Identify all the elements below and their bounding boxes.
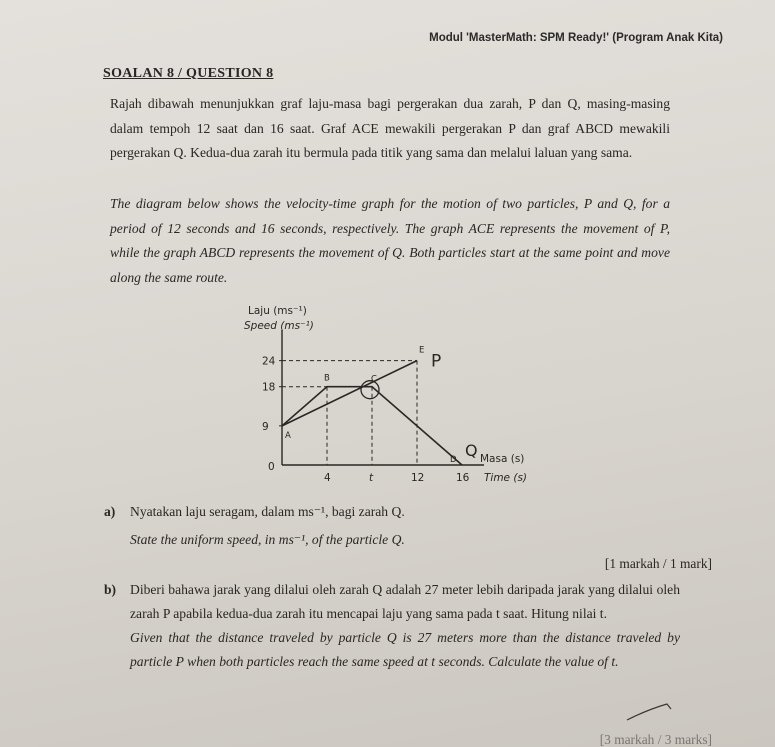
part-b-label: b) — [104, 582, 117, 597]
y-axis-label-english: Speed (ms⁻¹) — [244, 320, 314, 332]
y-axis-label-malay: Laju (ms⁻¹) — [248, 305, 307, 317]
pen-scribble — [625, 700, 675, 724]
x-tick-label-16: 16 — [456, 472, 470, 484]
part-b-text-english: Given that the distance traveled by particle Q is 27 meters more than the distance traveled by particle P when both particles reach the same speed at t seconds. Calculate the value of t. — [130, 630, 680, 669]
part-a-text-malay: Nyatakan laju seragam, dalam ms⁻¹, bagi zarah Q. — [130, 504, 405, 519]
part-a-malay — [104, 500, 680, 524]
part-b-marks: [3 markah / 3 marks] — [599, 732, 712, 747]
y-tick-label-24: 24 — [262, 355, 276, 368]
module-header: Modul 'MasterMath: SPM Ready!' (Program Anak Kita) — [429, 32, 723, 44]
part-b — [104, 578, 680, 674]
velocity-time-graph — [240, 300, 560, 490]
origin-label: 0 — [268, 461, 275, 473]
annotation-P: P — [431, 351, 442, 372]
x-axis-label-malay: Masa (s) — [480, 453, 525, 465]
x-tick-label-12: 12 — [411, 472, 425, 484]
point-label-A: A — [285, 430, 291, 441]
x-tick-label-4: 4 — [324, 472, 331, 484]
point-label-C: C — [371, 374, 377, 385]
series-line-P — [282, 361, 417, 426]
part-a-label: a) — [104, 504, 116, 519]
part-a-english — [110, 528, 680, 552]
point-label-E: E — [419, 345, 425, 356]
x-tick-label-t: t — [369, 472, 374, 484]
intro-english: The diagram below shows the velocity-time graph for the motion of two particles, P and Q, for a period of 12 seconds and 16 seconds, respectively. The graph ACE represents the movement of P, while the graph ABCD represents the movement of Q. Both particles start at the same point and move along the same route. — [110, 196, 670, 285]
y-tick-label-18: 18 — [262, 381, 276, 394]
annotation-Q: Q — [465, 441, 478, 460]
part-b-text-malay: Diberi bahawa jarak yang dilalui oleh zarah Q adalah 27 meter lebih daripada jarak yang dilalui oleh zarah P apabila kedua-dua zarah itu mencapai laju yang sama pada t saat. Hitung nilai t. — [130, 582, 680, 621]
x-axis-label-english: Time (s) — [484, 472, 528, 484]
part-a-text-english: State the uniform speed, in ms⁻¹, of the particle Q. — [130, 532, 405, 547]
question-title: SOALAN 8 / QUESTION 8 — [103, 66, 274, 81]
point-label-D: D — [450, 455, 457, 465]
intro-malay: Rajah dibawah menunjukkan graf laju-masa bagi pergerakan dua zarah, P dan Q, masing-masing dalam tempoh 12 saat dan 16 saat. Graf ACE mewakili pergerakan P dan graf ABCD mewakili pergerakan Q. Kedua-dua zarah itu bermula pada titik yang sama dan melalui laluan yang sama. — [110, 96, 670, 160]
point-label-B: B — [324, 373, 330, 384]
y-tick-label-9: 9 — [262, 420, 269, 433]
part-a-marks: [1 markah / 1 mark] — [604, 556, 712, 571]
